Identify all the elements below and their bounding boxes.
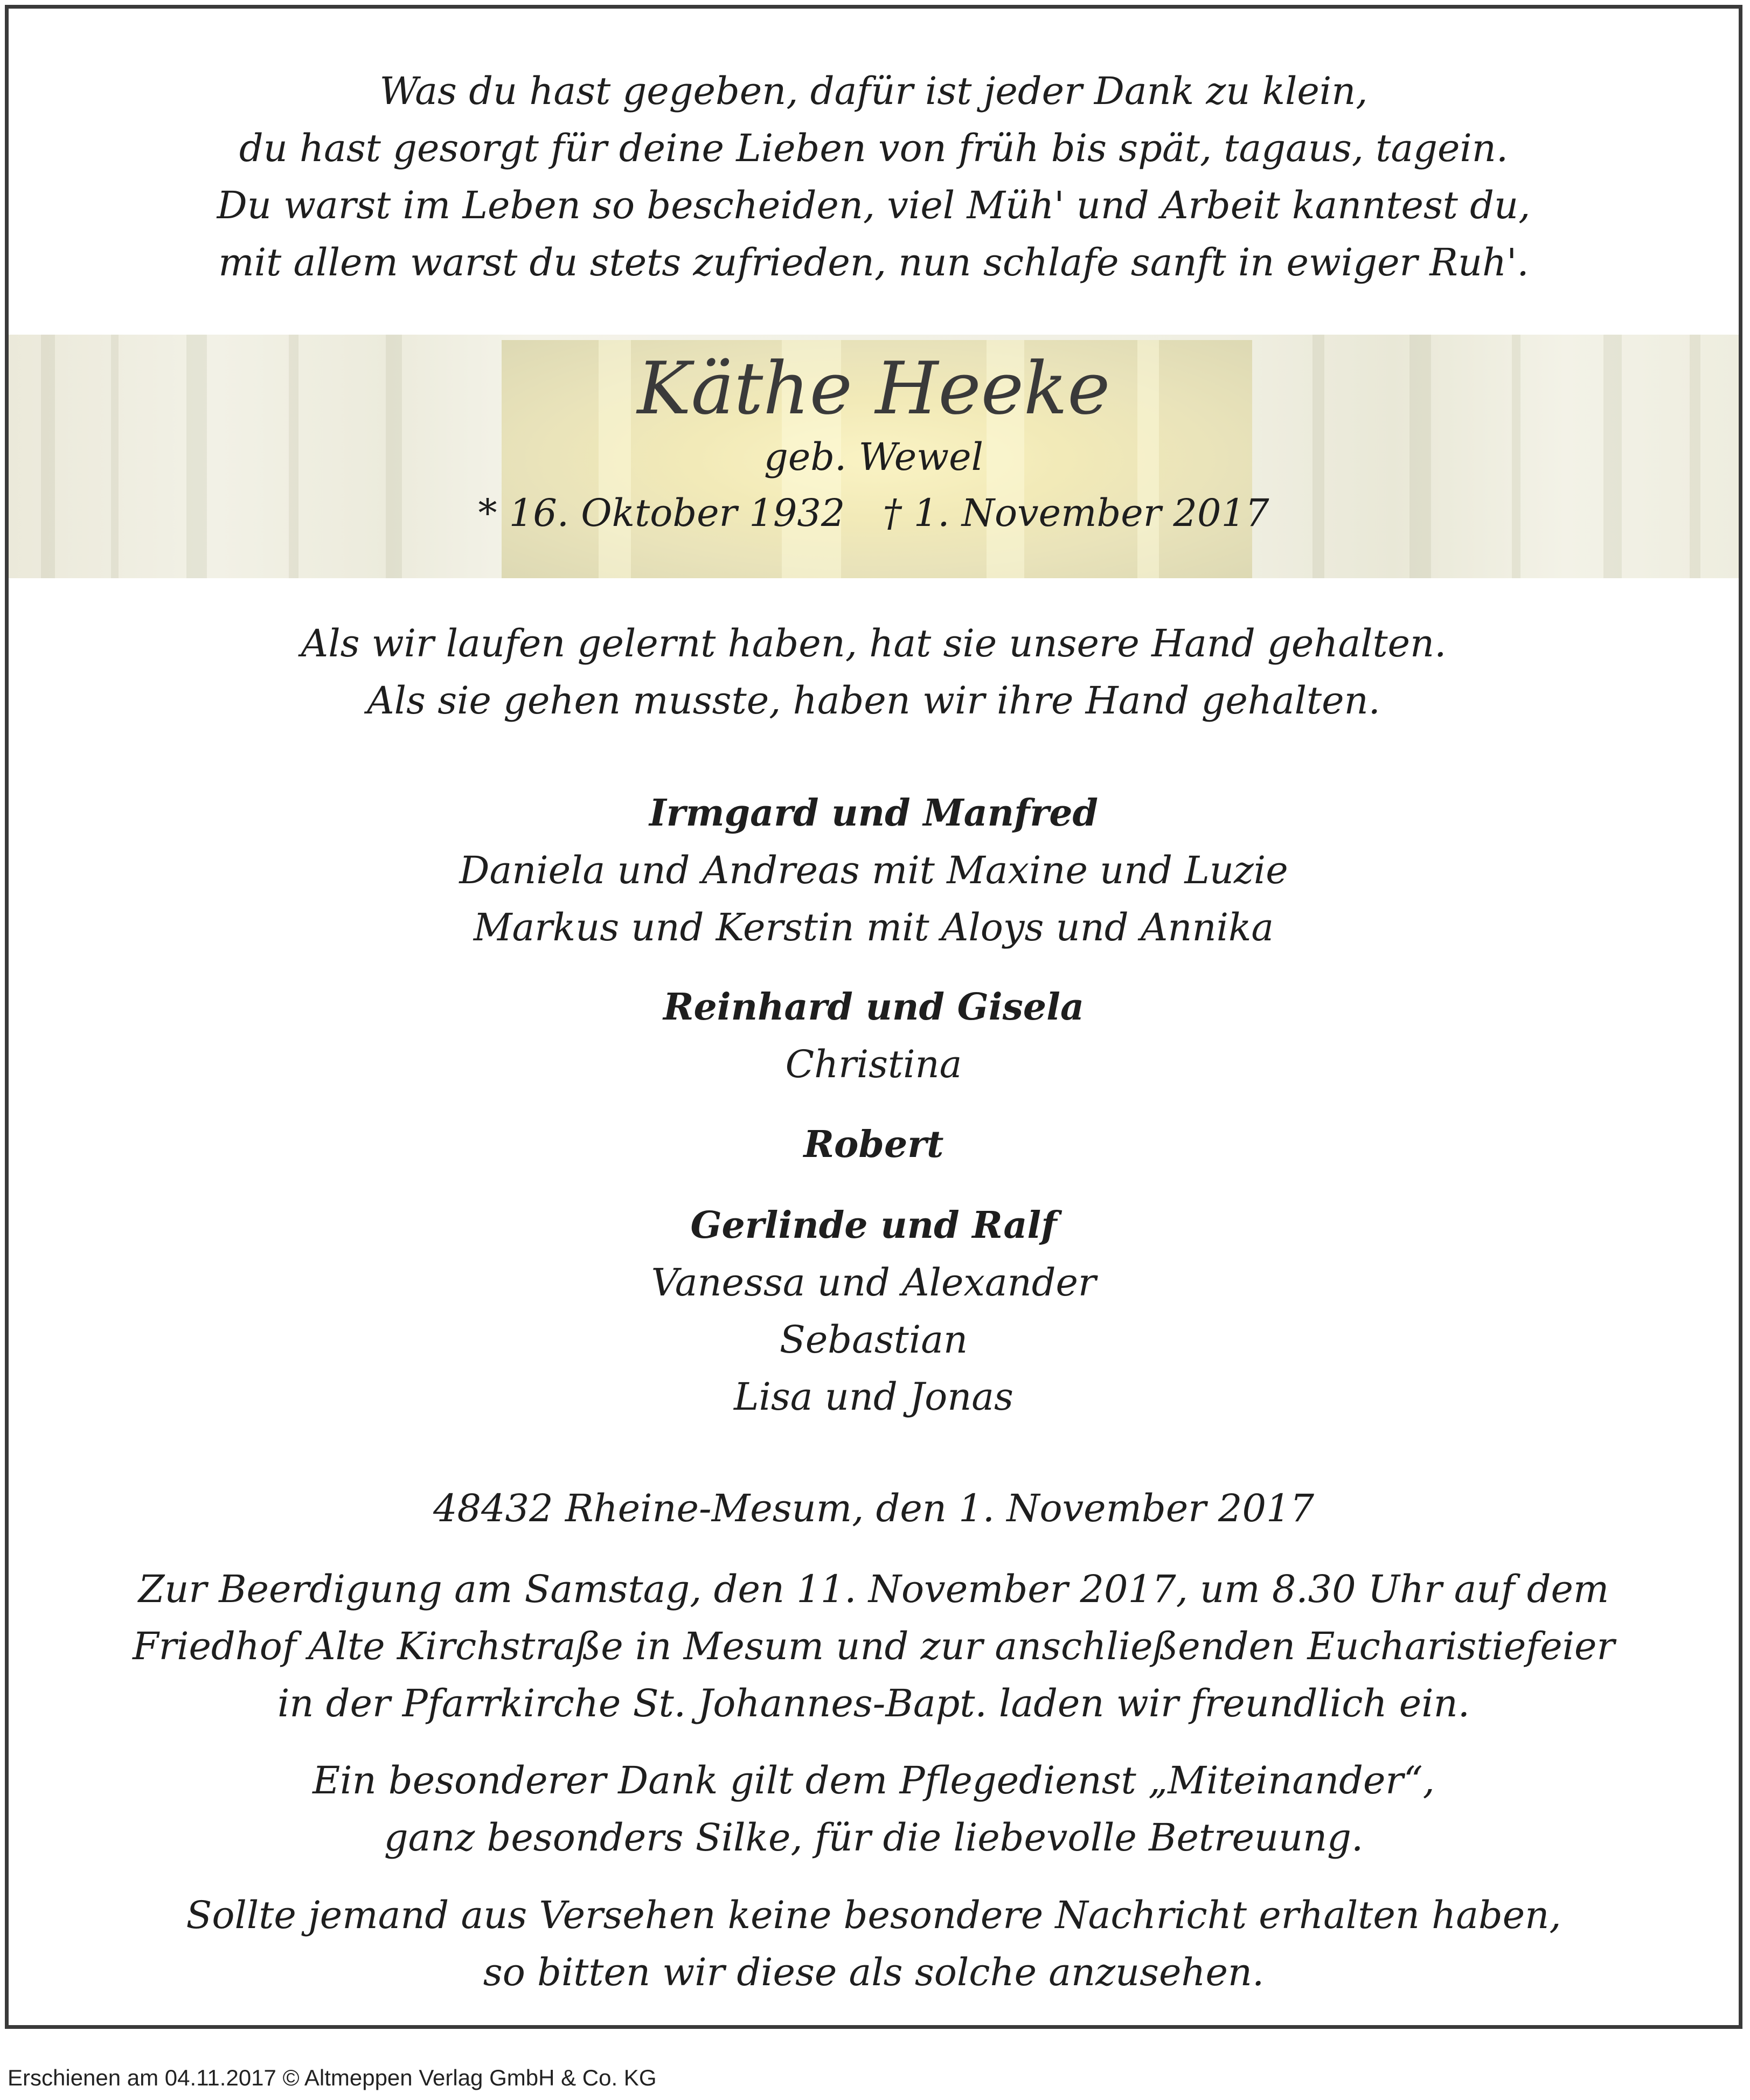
motto bbox=[9, 615, 1739, 729]
obituary-card bbox=[5, 5, 1742, 2029]
death-date: † 1. November 2017 bbox=[883, 491, 1269, 535]
family-member: Lisa und Jonas bbox=[734, 1375, 1013, 1419]
family-member: Markus und Kerstin mit Aloys und Annika bbox=[473, 905, 1274, 949]
family-group bbox=[9, 1197, 1739, 1425]
deceased-details bbox=[9, 348, 1739, 541]
family-group bbox=[9, 979, 1739, 1093]
funeral-line: in der Pfarrkirche St. Johannes-Bapt. laden wir freundlich ein. bbox=[277, 1681, 1470, 1725]
thanks-line: ganz besonders Silke, für die liebevolle Betreuung. bbox=[384, 1815, 1364, 1860]
funeral-announcement bbox=[9, 1561, 1739, 1732]
family-member: Vanessa und Alexander bbox=[651, 1260, 1096, 1305]
family-group bbox=[9, 785, 1739, 956]
motto-line: Als wir laufen gelernt haben, hat sie unsere Hand gehalten. bbox=[301, 621, 1447, 666]
publication-footer: Erschienen am 04.11.2017 © Altmeppen Verlag GmbH & Co. KG bbox=[8, 2065, 657, 2090]
deceased-name: Käthe Heeke bbox=[637, 346, 1110, 431]
family-member: Daniela und Andreas mit Maxine und Luzie bbox=[459, 848, 1288, 892]
family-head: Gerlinde und Ralf bbox=[690, 1204, 1057, 1247]
family-head: Reinhard und Gisela bbox=[663, 986, 1085, 1029]
notice-line: so bitten wir diese als solche anzusehen. bbox=[483, 1950, 1265, 1994]
birth-date: * 16. Oktober 1932 bbox=[478, 491, 845, 535]
life-dates bbox=[9, 485, 1739, 541]
family-group bbox=[9, 1116, 1739, 1173]
notice-line: Sollte jemand aus Versehen keine besondere Nachricht erhalten haben, bbox=[186, 1893, 1561, 1937]
funeral-line: Zur Beerdigung am Samstag, den 11. November 2017, um 8.30 Uhr auf dem bbox=[138, 1567, 1609, 1611]
funeral-line: Friedhof Alte Kirchstraße in Mesum und zur anschließenden Eucharistiefeier bbox=[133, 1624, 1615, 1668]
family-member: Sebastian bbox=[779, 1318, 968, 1362]
motto-line: Als sie gehen musste, haben wir ihre Hand gehalten. bbox=[367, 678, 1380, 723]
poem-line: Was du hast gegeben, dafür ist jeder Dank zu klein, bbox=[379, 69, 1368, 113]
thanks-line: Ein besonderer Dank gilt dem Pflegedienst „Miteinander“, bbox=[313, 1758, 1435, 1803]
family-member: Christina bbox=[785, 1042, 962, 1086]
poem-line: du hast gesorgt für deine Lieben von früh bis spät, tagaus, tagein. bbox=[239, 126, 1509, 170]
poem-line: Du warst im Leben so bescheiden, viel Müh' und Arbeit kanntest du, bbox=[217, 183, 1531, 227]
birth-name: geb. Wewel bbox=[764, 435, 983, 479]
place-and-date: 48432 Rheine-Mesum, den 1. November 2017 bbox=[433, 1486, 1315, 1530]
family-head: Robert bbox=[803, 1123, 944, 1166]
poem-line: mit allem warst du stets zufrieden, nun schlafe sanft in ewiger Ruh'. bbox=[218, 240, 1529, 285]
family-head: Irmgard und Manfred bbox=[649, 792, 1098, 835]
memorial-poem bbox=[9, 63, 1739, 291]
thanks-note bbox=[9, 1752, 1739, 1866]
notice-note bbox=[9, 1887, 1739, 2001]
